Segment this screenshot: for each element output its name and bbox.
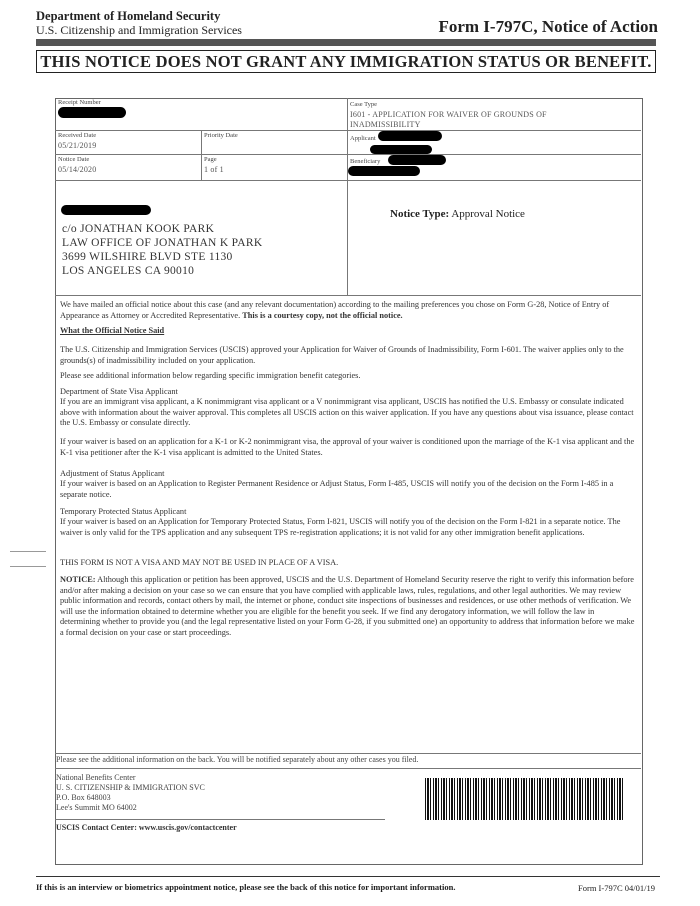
interview-note: If this is an interview or biometrics appointment notice, please see the back of this notice for important information. [36, 882, 456, 892]
k-visa-paragraph: If your waiver is based on an application for a K-1 or K-2 nonimmigrant visa, the approval of your waiver is conditioned upon the marriage of the K-1 visa applicant and the K-1 visa petitioner after the K-1 visa applicant is admitted to the United States. [60, 437, 635, 457]
received-date-label: Received Date [58, 132, 97, 139]
page-value: 1 of 1 [204, 165, 224, 174]
redaction-bar [61, 205, 151, 215]
status-banner: THIS NOTICE DOES NOT GRANT ANY IMMIGRATION STATUS OR BENEFIT. [36, 50, 656, 73]
address-line: c/o JONATHAN KOOK PARK [62, 223, 215, 235]
not-visa-warning: THIS FORM IS NOT A VISA AND MAY NOT BE USED IN PLACE OF A VISA. [60, 558, 339, 567]
notice-text: Although this application or petition has been approved, USCIS and the U.S. Department of Homeland Security reserve the right to verify this information before and/or after making a decision on your case so we can ensure that you have complied with applicable laws, rules, regulations, and other legal authorities. We may review public information and records, contact others by mail, the internet or phone, conduct site inspections of businesses and residences, or use other methods of verification. We will use the information obtained to determine whether you are eligible for the benefit you seek. If we find any derogatory information, we will follow the law in determining whether to provide you (and the legal representative listed on your Form G-28, if you submitted one) an opportunity to address that information before we make a formal decision on your case or start proceedings. [60, 575, 635, 637]
notice-heading: NOTICE: [60, 575, 96, 584]
beneficiary-label: Beneficiary [350, 158, 381, 165]
additional-info-line: Please see additional information below regarding specific immigration benefit categories. [60, 371, 361, 380]
address-line: 3699 WILSHIRE BLVD STE 1130 [62, 251, 233, 263]
form-version: Form I-797C 04/01/19 [578, 883, 655, 893]
what-notice-said-heading: What the Official Notice Said [60, 326, 165, 335]
header-bar [36, 39, 656, 46]
sender-line: P.O. Box 648003 [56, 793, 111, 802]
grid-line [55, 753, 641, 754]
redaction-bar [388, 155, 446, 165]
agency-name: U.S. Citizenship and Immigration Services [36, 23, 242, 37]
grid-line [55, 295, 641, 296]
page-label: Page [204, 156, 217, 163]
see-back-note: Please see the additional information on the back. You will be notified separately about any other cases you filed. [56, 755, 419, 764]
approval-paragraph: The U.S. Citizenship and Immigration Services (USCIS) approved your Application for Waiver of Grounds of Inadmissibility, Form I-601. The waiver applies only to the grounds(s) of inadmissibility included on your application. [60, 345, 624, 365]
courtesy-copy-note: This is a courtesy copy, not the official notice. [242, 310, 403, 320]
intro-text: We have mailed an official notice about this case (and any relevant documentation) according to the mailing preferences you chose on Form G-28, Notice of Entry of Appearance as Attorney or Accredited Representative. [60, 300, 610, 320]
notice-type-label: Notice Type: [390, 208, 450, 220]
notice-date-label: Notice Date [58, 156, 90, 163]
margin-mark [10, 566, 46, 567]
grid-line [55, 768, 641, 769]
case-type-value: I601 - APPLICATION FOR WAIVER OF GROUNDS OF INADMISSIBILITY [350, 110, 547, 129]
barcode [425, 778, 625, 820]
dos-heading: Department of State Visa Applicant [60, 387, 178, 396]
sender-line: U. S. CITIZENSHIP & IMMIGRATION SVC [56, 783, 205, 792]
grid-line [201, 130, 202, 180]
tps-paragraph: If your waiver is based on an Application for Temporary Protected Status, Form I-821, USCIS will notify you of the decision on the Form I-821 in a separate notice. The waiver is only valid for the TPS application and any subsequent TPS re-registration applications; it is not valid for any other immigration benefit applications. [60, 517, 621, 537]
footer-rule [36, 876, 660, 877]
dos-paragraph: If you are an immigrant visa applicant, a K nonimmigrant visa applicant or a V nonimmigrant visa applicant, USCIS has notified the U.S. Embassy or consulate indicated above with information about the waiver approval. This completes all USCIS action on this waiver application. If you have any questions about visa issuance, please contact the U.S. Embassy or consulate directly. [60, 397, 634, 427]
notice-type-value: Approval Notice [451, 208, 525, 220]
intro-paragraph [60, 300, 635, 321]
mailing-address [62, 222, 262, 278]
address-line: LAW OFFICE OF JONATHAN K PARK [62, 237, 263, 249]
aos-paragraph: If your waiver is based on an Application to Register Permanent Residence or Adjust Status, Form I-485, USCIS will notify you of the decision on the Form I-485 in a separate notice. [60, 479, 614, 499]
notice-type [390, 208, 525, 220]
redaction-bar [370, 145, 432, 154]
applicant-label: Applicant [350, 135, 376, 142]
margin-mark [10, 551, 46, 552]
receipt-number-label: Receipt Number [58, 99, 101, 106]
contact-center: USCIS Contact Center: www.uscis.gov/contactcenter [56, 823, 237, 832]
redaction-bar [378, 131, 442, 141]
notice-paragraph [60, 575, 635, 638]
aos-heading: Adjustment of Status Applicant [60, 469, 165, 478]
sender-line: National Benefits Center [56, 773, 136, 782]
received-date-value: 05/21/2019 [58, 141, 97, 150]
priority-date-label: Priority Date [204, 132, 238, 139]
form-title: Form I-797C, Notice of Action [438, 17, 658, 36]
sender-address [56, 773, 205, 813]
department-name: Department of Homeland Security [36, 9, 221, 23]
address-line: LOS ANGELES CA 90010 [62, 265, 195, 277]
notice-date-value: 05/14/2020 [58, 165, 97, 174]
case-type-label: Case Type [350, 101, 378, 108]
grid-line [55, 180, 641, 181]
redaction-bar [58, 107, 126, 118]
grid-line [347, 98, 348, 295]
sender-line: Lee's Summit MO 64002 [56, 803, 137, 812]
grid-line [55, 819, 385, 820]
tps-heading: Temporary Protected Status Applicant [60, 507, 187, 516]
redaction-bar [348, 166, 420, 176]
